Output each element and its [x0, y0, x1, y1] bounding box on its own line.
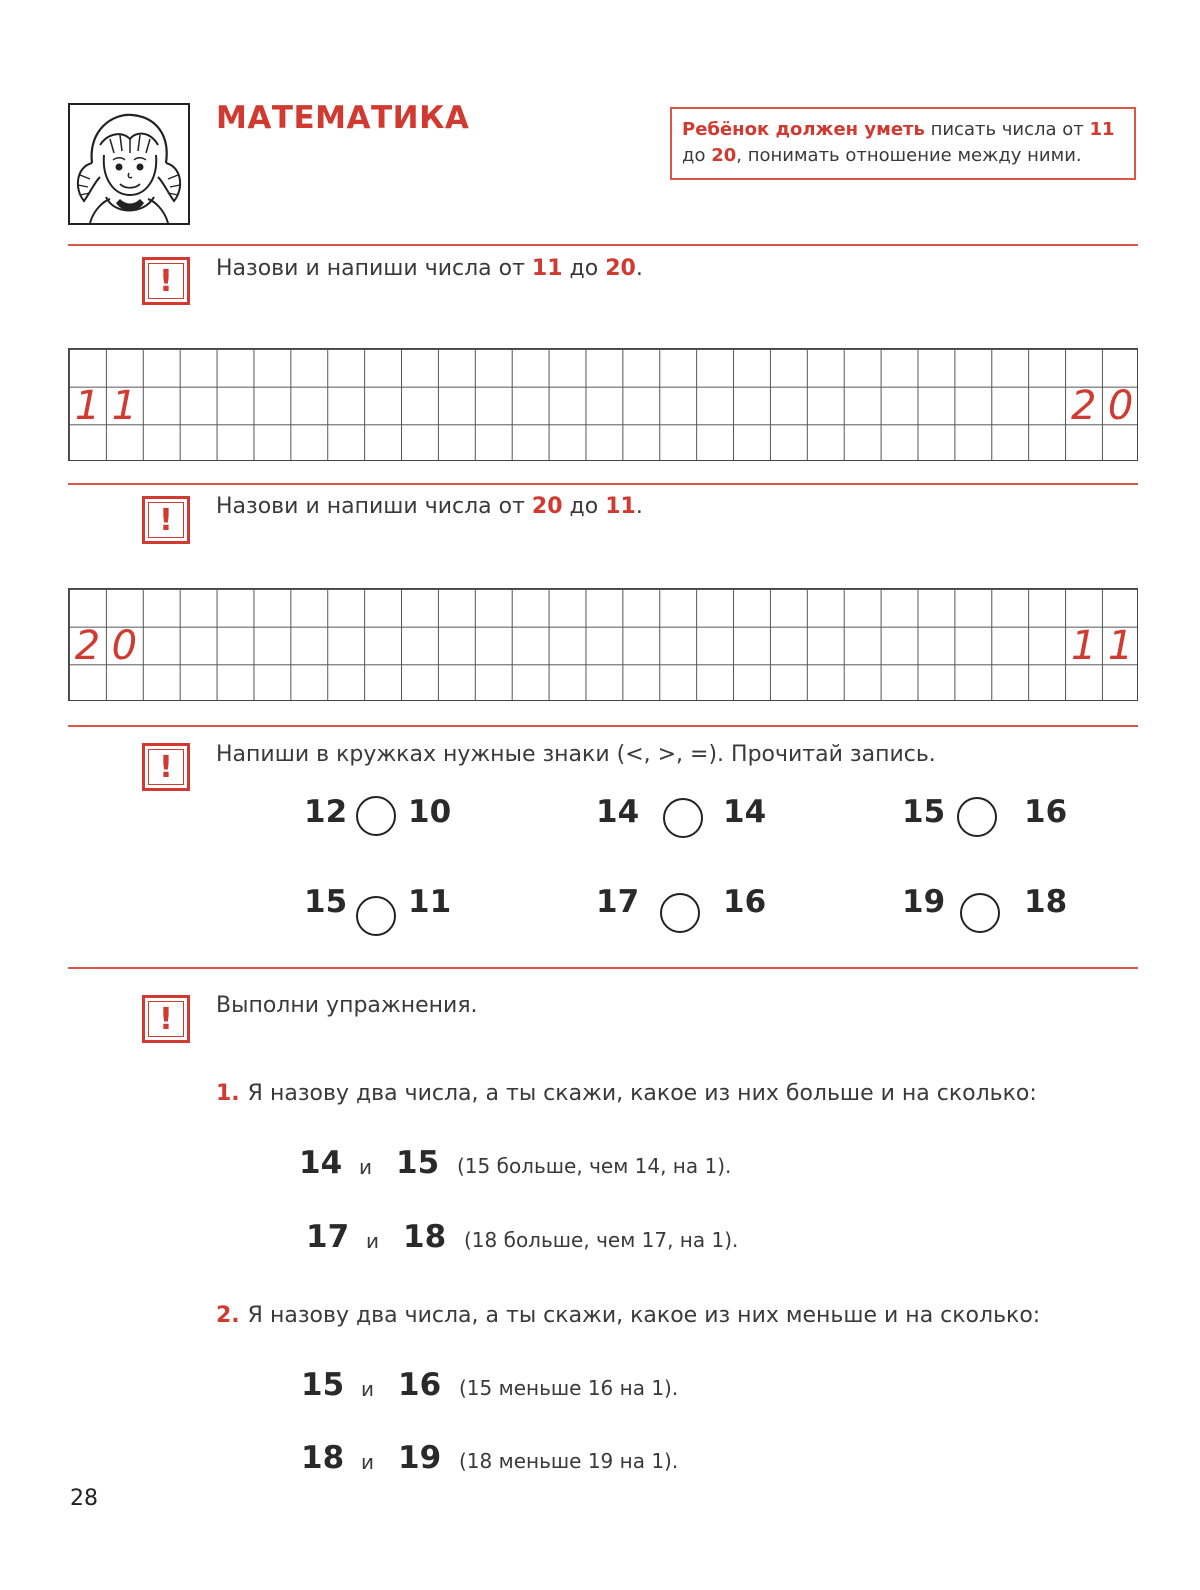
- grid-digit: 2: [1071, 382, 1097, 429]
- grid-digit: 1: [1107, 622, 1134, 669]
- page-number: 28: [70, 1486, 98, 1511]
- comparison-right: 11: [408, 884, 452, 920]
- pair-number: 15: [396, 1145, 440, 1181]
- comparison-left: 15: [902, 794, 946, 830]
- exclamation-box-icon: !: [142, 496, 190, 544]
- notice-bold: Ребёнок должен уметь: [682, 119, 925, 140]
- pair-note: (18 меньше 19 на 1).: [459, 1449, 679, 1473]
- sign-circle[interactable]: [960, 893, 1000, 933]
- pair-and: и: [361, 1450, 374, 1474]
- grid-digit: 2: [74, 622, 101, 669]
- pair-number: 18: [301, 1440, 345, 1476]
- comparison-left: 12: [304, 794, 348, 830]
- exclamation-box-icon: !: [142, 995, 190, 1043]
- page-title: МАТЕМАТИКА: [216, 100, 470, 136]
- sign-circle[interactable]: [356, 896, 396, 936]
- sign-circle[interactable]: [957, 797, 997, 837]
- grid-digit: 1: [74, 382, 101, 429]
- writing-grid-1[interactable]: [68, 348, 1138, 461]
- pair-note: (15 меньше 16 на 1).: [459, 1376, 679, 1400]
- comparison-left: 14: [596, 794, 640, 830]
- notice-num-2: 20: [711, 145, 737, 166]
- learning-goal-box: [670, 107, 1136, 180]
- grid-digit: 0: [1107, 382, 1134, 429]
- section-divider: [68, 725, 1138, 727]
- section-divider: [68, 244, 1138, 246]
- pair-number: 14: [299, 1145, 343, 1181]
- section-divider: [68, 967, 1138, 969]
- comparison-right: 18: [1024, 884, 1068, 920]
- task3-instruction: Напиши в кружках нужные знаки (<, >, =). Прочитай запись.: [216, 742, 936, 767]
- pair-and: и: [359, 1155, 372, 1179]
- pair-note: (15 больше, чем 14, на 1).: [457, 1154, 732, 1178]
- pair-number: 15: [301, 1367, 345, 1403]
- grid-digit: 1: [111, 382, 138, 429]
- task4-instruction: Выполни упражнения.: [216, 993, 478, 1018]
- girl-portrait-icon: [68, 103, 190, 225]
- comparison-left: 15: [304, 884, 348, 920]
- pair-number: 18: [403, 1219, 447, 1255]
- sign-circle[interactable]: [356, 796, 396, 836]
- sign-circle[interactable]: [660, 893, 700, 933]
- comparison-right: 10: [408, 794, 452, 830]
- exclamation-box-icon: !: [142, 257, 190, 305]
- notice-num-1: 11: [1089, 119, 1115, 140]
- exercise-2-heading: 2. Я назову два числа, а ты скажи, какое из них меньше и на сколько:: [216, 1303, 1041, 1328]
- grid-digit: 0: [111, 622, 138, 669]
- pair-number: 19: [398, 1440, 442, 1476]
- exercise-1-heading: 1. Я назову два числа, а ты скажи, какое из них больше и на сколько:: [216, 1081, 1037, 1106]
- notice-text-3: , понимать отношение между ними.: [736, 145, 1082, 166]
- task1-instruction: Назови и напиши числа от 11 до 20.: [216, 256, 643, 281]
- pair-number: 17: [306, 1219, 350, 1255]
- section-divider: [68, 483, 1138, 485]
- grid-digit: 1: [1071, 622, 1097, 669]
- notice-text-1: писать числа от: [930, 119, 1084, 140]
- exclamation-box-icon: !: [142, 743, 190, 791]
- notice-text-2: до: [682, 145, 706, 166]
- comparison-left: 19: [902, 884, 946, 920]
- pair-number: 16: [398, 1367, 442, 1403]
- comparison-right: 14: [723, 794, 767, 830]
- pair-and: и: [361, 1377, 374, 1401]
- task2-instruction: Назови и напиши числа от 20 до 11.: [216, 494, 643, 519]
- pair-note: (18 больше, чем 17, на 1).: [464, 1228, 739, 1252]
- comparison-left: 17: [596, 884, 640, 920]
- comparison-right: 16: [1024, 794, 1068, 830]
- comparison-right: 16: [723, 884, 767, 920]
- pair-and: и: [366, 1229, 379, 1253]
- sign-circle[interactable]: [663, 798, 703, 838]
- writing-grid-2[interactable]: [68, 588, 1138, 701]
